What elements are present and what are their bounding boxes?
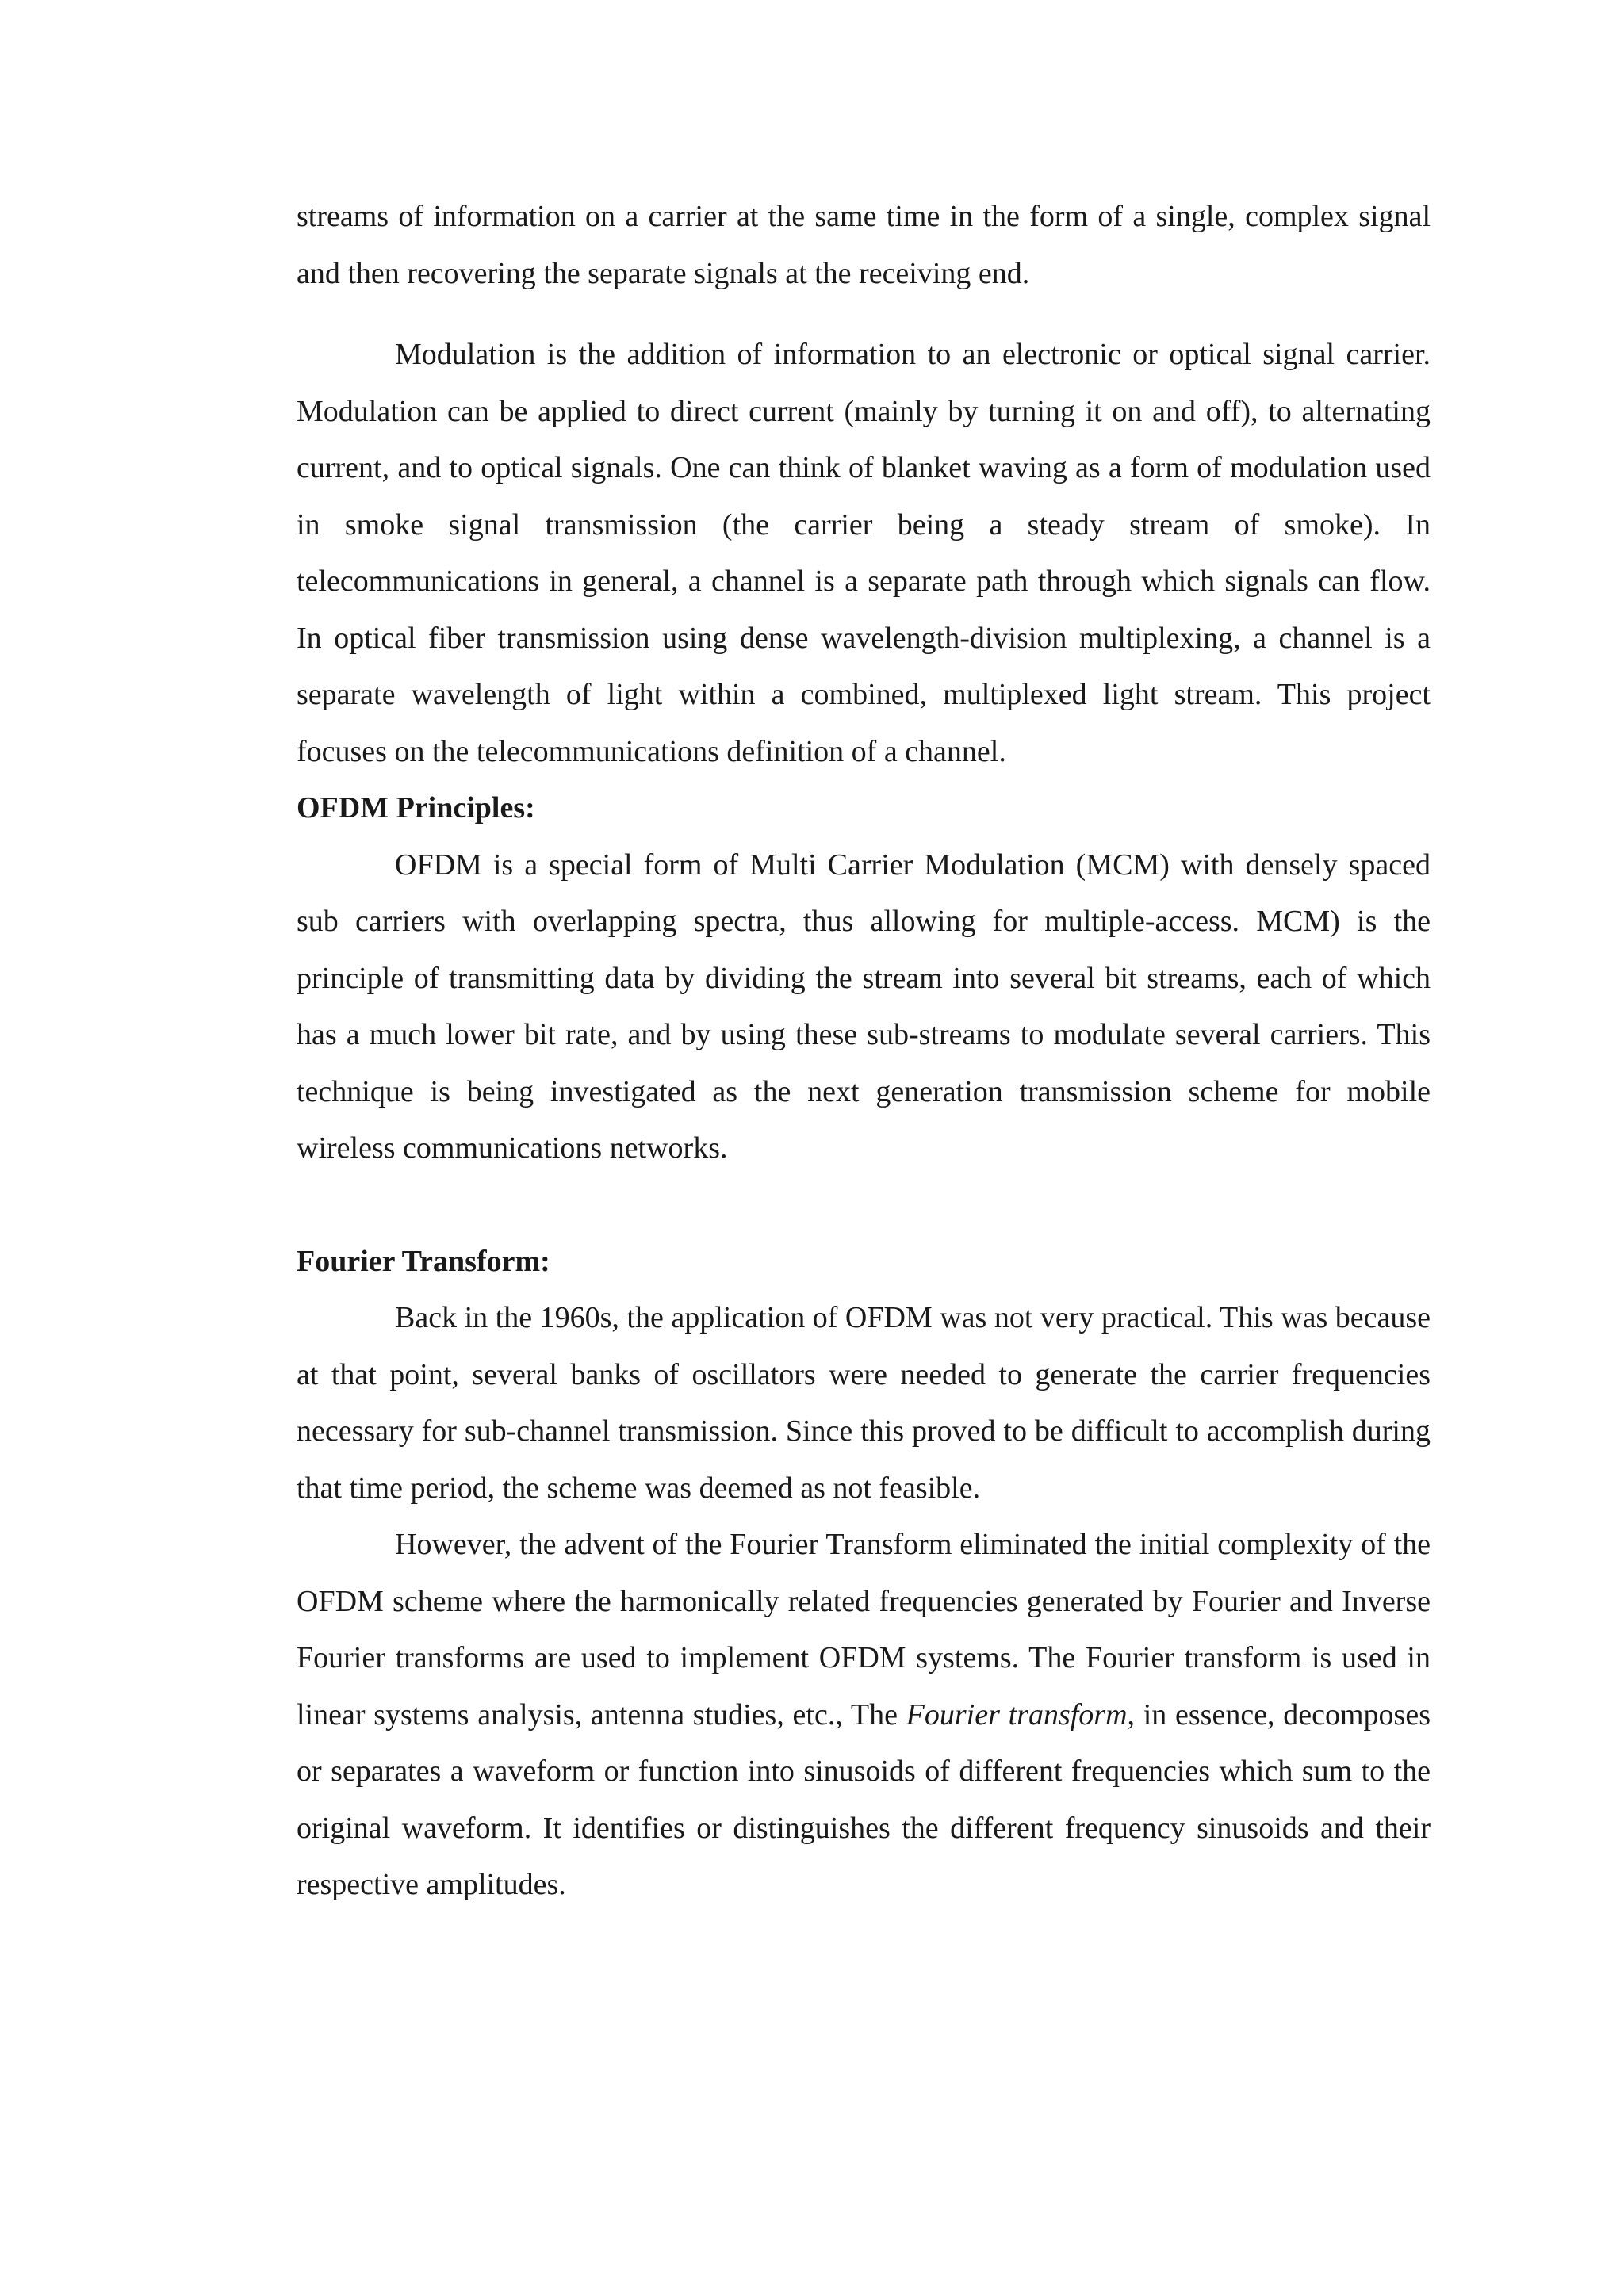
heading-ofdm-principles: OFDM Principles: (297, 791, 535, 825)
paragraph-ofdm-principles: OFDM is a special form of Multi Carrier Modulation (MCM) with densely spaced sub carriers with overlapping spectra, thus allowing for multiple-access. MCM) is the principle of transmitting data by dividing the stream into several bit streams, each of which has a much lower bit rate, and by using these sub-streams to modulate several carriers. This technique is being investigated as the next generation transmission scheme for mobile wireless communications networks. (297, 848, 1431, 1165)
paragraph-fourier-advent-part1: However, the advent of the Fourier Transform eliminated the initial complexity of the OFDM scheme where the harmonically related frequencies generated by Fourier and Inverse Fourier transforms are used to implement OFDM systems. The Fourier transform is used in linear systems analysis, antenna studies, etc., The (297, 1528, 1431, 1732)
heading-fourier-transform: Fourier Transform: (297, 1244, 550, 1278)
document-page (297, 189, 1431, 1914)
paragraph-fourier-history: Back in the 1960s, the application of OFDM was not very practical. This was because at that point, several banks of oscillators were needed to generate the carrier frequencies necessary for sub-channel transmission. Since this proved to be difficult to accomplish during that time period, the scheme was deemed as not feasible. (297, 1301, 1431, 1505)
fourier-transform-emphasis: Fourier transform (906, 1697, 1128, 1732)
paragraph-modulation: Modulation is the addition of information to an electronic or optical signal carrier. Modulation can be applied to direct current (mainly by turning it on and off), to alternating current, and to optical signals. One can think of blanket waving as a form of modulation used in smoke signal transmission (the carrier being a steady stream of smoke). In telecommunications in general, a channel is a separate path through which signals can flow. In optical fiber transmission using dense wavelength-division multiplexing, a channel is a separate wavelength of light within a combined, multiplexed light stream. This project focuses on the telecommunications definition of a channel. (297, 338, 1431, 768)
paragraph-continuation: streams of information on a carrier at the same time in the form of a single, complex signal and then recovering the separate signals at the receiving end. (297, 200, 1431, 290)
paragraph-fourier-advent-part2: , in essence, decomposes or separates a waveform or function into sinusoids of different frequencies which sum to the original waveform. It identifies or distinguishes the different frequency sinusoids and their respective amplitudes. (297, 1697, 1431, 1901)
paragraph-fourier-advent (297, 1517, 1431, 1914)
